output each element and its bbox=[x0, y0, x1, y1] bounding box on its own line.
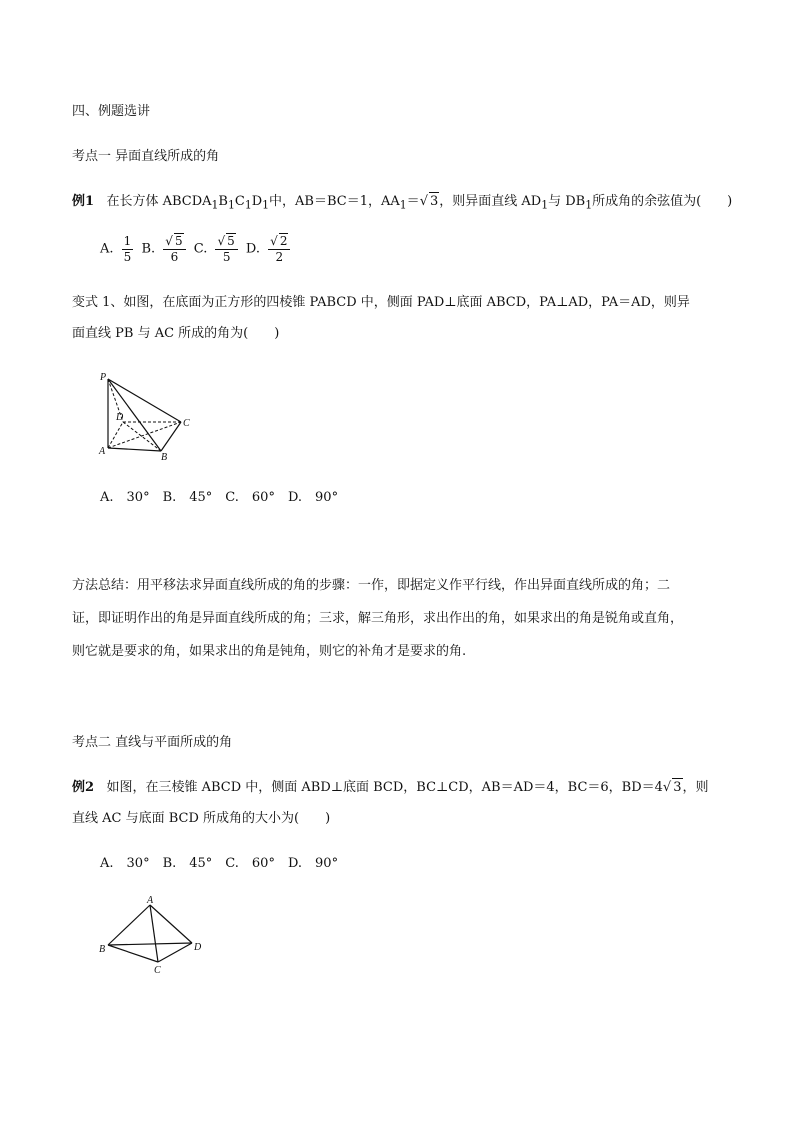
example-2-options: A. 30° B. 45° C. 60° D. 90° bbox=[100, 856, 339, 871]
section-title: 四、例题选讲 bbox=[72, 104, 151, 119]
label-b: B bbox=[99, 944, 106, 955]
edge-bc bbox=[161, 422, 181, 451]
edge-bc bbox=[108, 945, 158, 962]
pyramid-pabcd-figure bbox=[96, 370, 196, 460]
edge-bd bbox=[108, 943, 192, 945]
label-c: C bbox=[183, 418, 190, 429]
method-line-1: 方法总结：用平移法求异面直线所成的角的步骤：一作，即据定义作平行线，作出异面直线所成的角；二 bbox=[72, 578, 671, 593]
edge-ac bbox=[150, 905, 158, 962]
variant-1-options: A. 30° B. 45° C. 60° D. 90° bbox=[100, 490, 339, 505]
example-1-text: 例1 在长方体 $ABCDA_1B_1C_1D_1$中，AB＝BC＝1，$AA_1=√$ 3，则异面直线 $AD_1$与 $DB_1$所成角的余弦值为( ) bbox=[72, 194, 733, 212]
edge-ab bbox=[108, 448, 161, 451]
label-a: A bbox=[99, 446, 106, 457]
variant-1-line-2: 面直线 PB 与 AC 所成的角为( ) bbox=[72, 326, 280, 341]
example-1-options: A. $\frac{1}{5}$ B. $\frac{√ 5}{6}$ C. $\frac{√ 5}{5}$ D. $\frac{√ 2}{2}$ bbox=[100, 233, 294, 265]
option-b-fraction: $\frac{√ 5}{6}$ bbox=[163, 233, 185, 265]
edge-cd bbox=[158, 943, 192, 962]
variant-1-line-1: 变式 1、如图，在底面为正方形的四棱锥 PABCD 中，侧面 PAD⊥底面 ABCD，PA⊥AD，PA＝AD，则异 bbox=[72, 295, 690, 310]
example-2-label: 例2 bbox=[72, 780, 95, 795]
label-d: D bbox=[194, 942, 202, 953]
edge-ab bbox=[108, 905, 150, 945]
label-c: C bbox=[154, 965, 161, 976]
topic-1-heading: 考点一 异面直线所成的角 bbox=[72, 149, 220, 164]
edge-ad bbox=[150, 905, 192, 943]
method-line-2: 证，即证明作出的角是异面直线所成的角；三求，解三角形，求出作出的角，如果求出的角是锐角或直角， bbox=[72, 611, 684, 626]
edge-ad-hidden bbox=[108, 422, 123, 448]
option-c-fraction: $\frac{√ 5}{5}$ bbox=[215, 233, 237, 265]
label-d: D bbox=[116, 412, 124, 423]
label-p: P bbox=[100, 372, 107, 383]
tetrahedron-abcd-figure bbox=[96, 893, 206, 977]
method-line-3: 则它就是要求的角，如果求出的角是钝角，则它的补角才是要求的角. bbox=[72, 644, 467, 659]
topic-2-heading: 考点二 直线与平面所成的角 bbox=[72, 735, 233, 750]
option-d-fraction: $\frac{√ 2}{2}$ bbox=[268, 233, 290, 265]
example-2-line-2: 直线 AC 与底面 BCD 所成角的大小为( ) bbox=[72, 811, 331, 826]
label-a: A bbox=[147, 895, 154, 906]
diagonal-ac-hidden bbox=[108, 422, 181, 448]
diagonal-db-hidden bbox=[123, 422, 161, 451]
label-b: B bbox=[161, 452, 168, 460]
example-2-line-1: 例2 如图，在三棱锥 ABCD 中，侧面 ABD⊥底面 BCD，BC⊥CD，AB＝AD＝4，BC＝6，BD＝4√ 3，则 bbox=[72, 780, 709, 795]
option-a-fraction: $\frac{1}{5}$ bbox=[123, 233, 132, 264]
example-1-label: 例1 bbox=[72, 194, 95, 209]
